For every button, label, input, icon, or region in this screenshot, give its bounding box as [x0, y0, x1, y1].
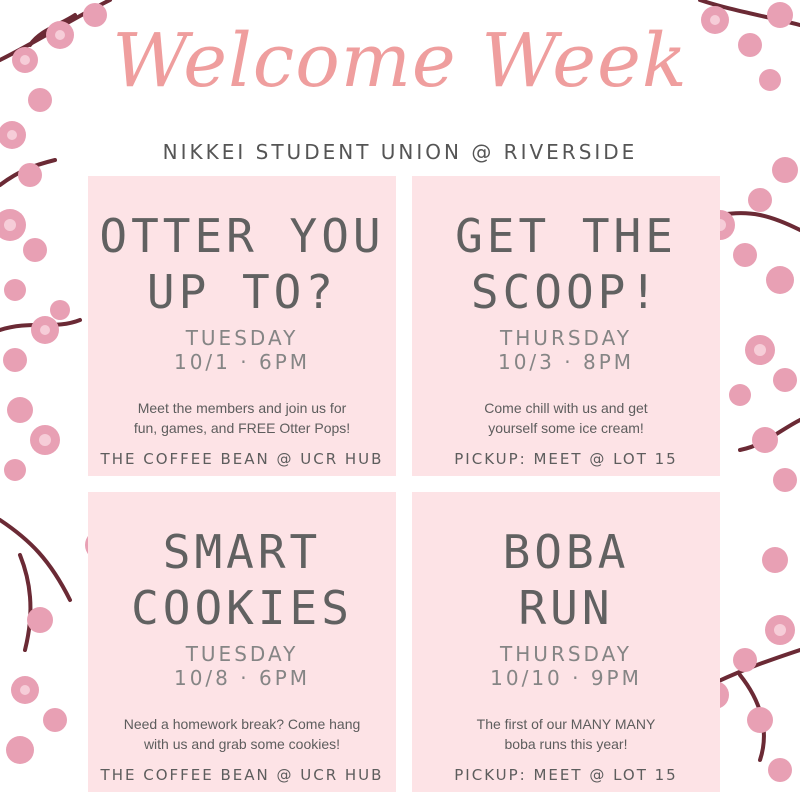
event-day: THURSDAY	[500, 326, 632, 350]
event-title-line: OTTER YOU	[99, 209, 385, 263]
event-location: THE COFFEE BEAN @ UCR HUB	[100, 766, 384, 784]
event-description-line: boba runs this year!	[504, 736, 628, 752]
event-title-line: COOKIES	[131, 581, 353, 635]
event-title-line: BOBA	[502, 525, 630, 579]
event-time: 10/8 · 6PM	[173, 666, 311, 690]
event-description-line: Meet the members and join us for	[137, 400, 347, 416]
event-time: 10/3 · 8PM	[497, 350, 635, 374]
event-description	[108, 714, 376, 754]
event-description	[432, 714, 700, 754]
page-title: Welcome Week	[112, 18, 688, 104]
event-description	[108, 398, 376, 438]
event-card-cookies	[88, 492, 396, 792]
event-description-line: Come chill with us and get	[484, 400, 648, 416]
event-day: THURSDAY	[500, 642, 632, 666]
event-title-line: UP TO?	[146, 265, 338, 319]
event-card-scoop	[412, 176, 720, 476]
event-title	[88, 524, 396, 636]
event-description-line: The first of our MANY MANY	[476, 716, 656, 732]
event-day: TUESDAY	[185, 642, 299, 666]
event-title-line: RUN	[518, 581, 614, 635]
event-location: PICKUP: MEET @ LOT 15	[454, 766, 678, 784]
event-card-boba	[412, 492, 720, 792]
event-title	[412, 208, 720, 320]
event-description-line: fun, games, and FREE Otter Pops!	[133, 420, 351, 436]
event-title-line: SMART	[162, 525, 322, 579]
event-location: THE COFFEE BEAN @ UCR HUB	[100, 450, 384, 468]
event-title-line: GET THE	[455, 209, 677, 263]
event-description-line: yourself some ice cream!	[488, 420, 644, 436]
event-description	[432, 398, 700, 438]
event-title-line: SCOOP!	[470, 265, 662, 319]
event-day: TUESDAY	[185, 326, 299, 350]
event-location: PICKUP: MEET @ LOT 15	[454, 450, 678, 468]
page-subtitle: NIKKEI STUDENT UNION @ RIVERSIDE	[162, 140, 638, 164]
event-description-line: with us and grab some cookies!	[143, 736, 341, 752]
event-title	[88, 208, 396, 320]
event-title	[412, 524, 720, 636]
event-description-line: Need a homework break? Come hang	[123, 716, 361, 732]
event-time: 10/1 · 6PM	[173, 350, 311, 374]
event-card-otter	[88, 176, 396, 476]
event-time: 10/10 · 9PM	[490, 666, 642, 690]
